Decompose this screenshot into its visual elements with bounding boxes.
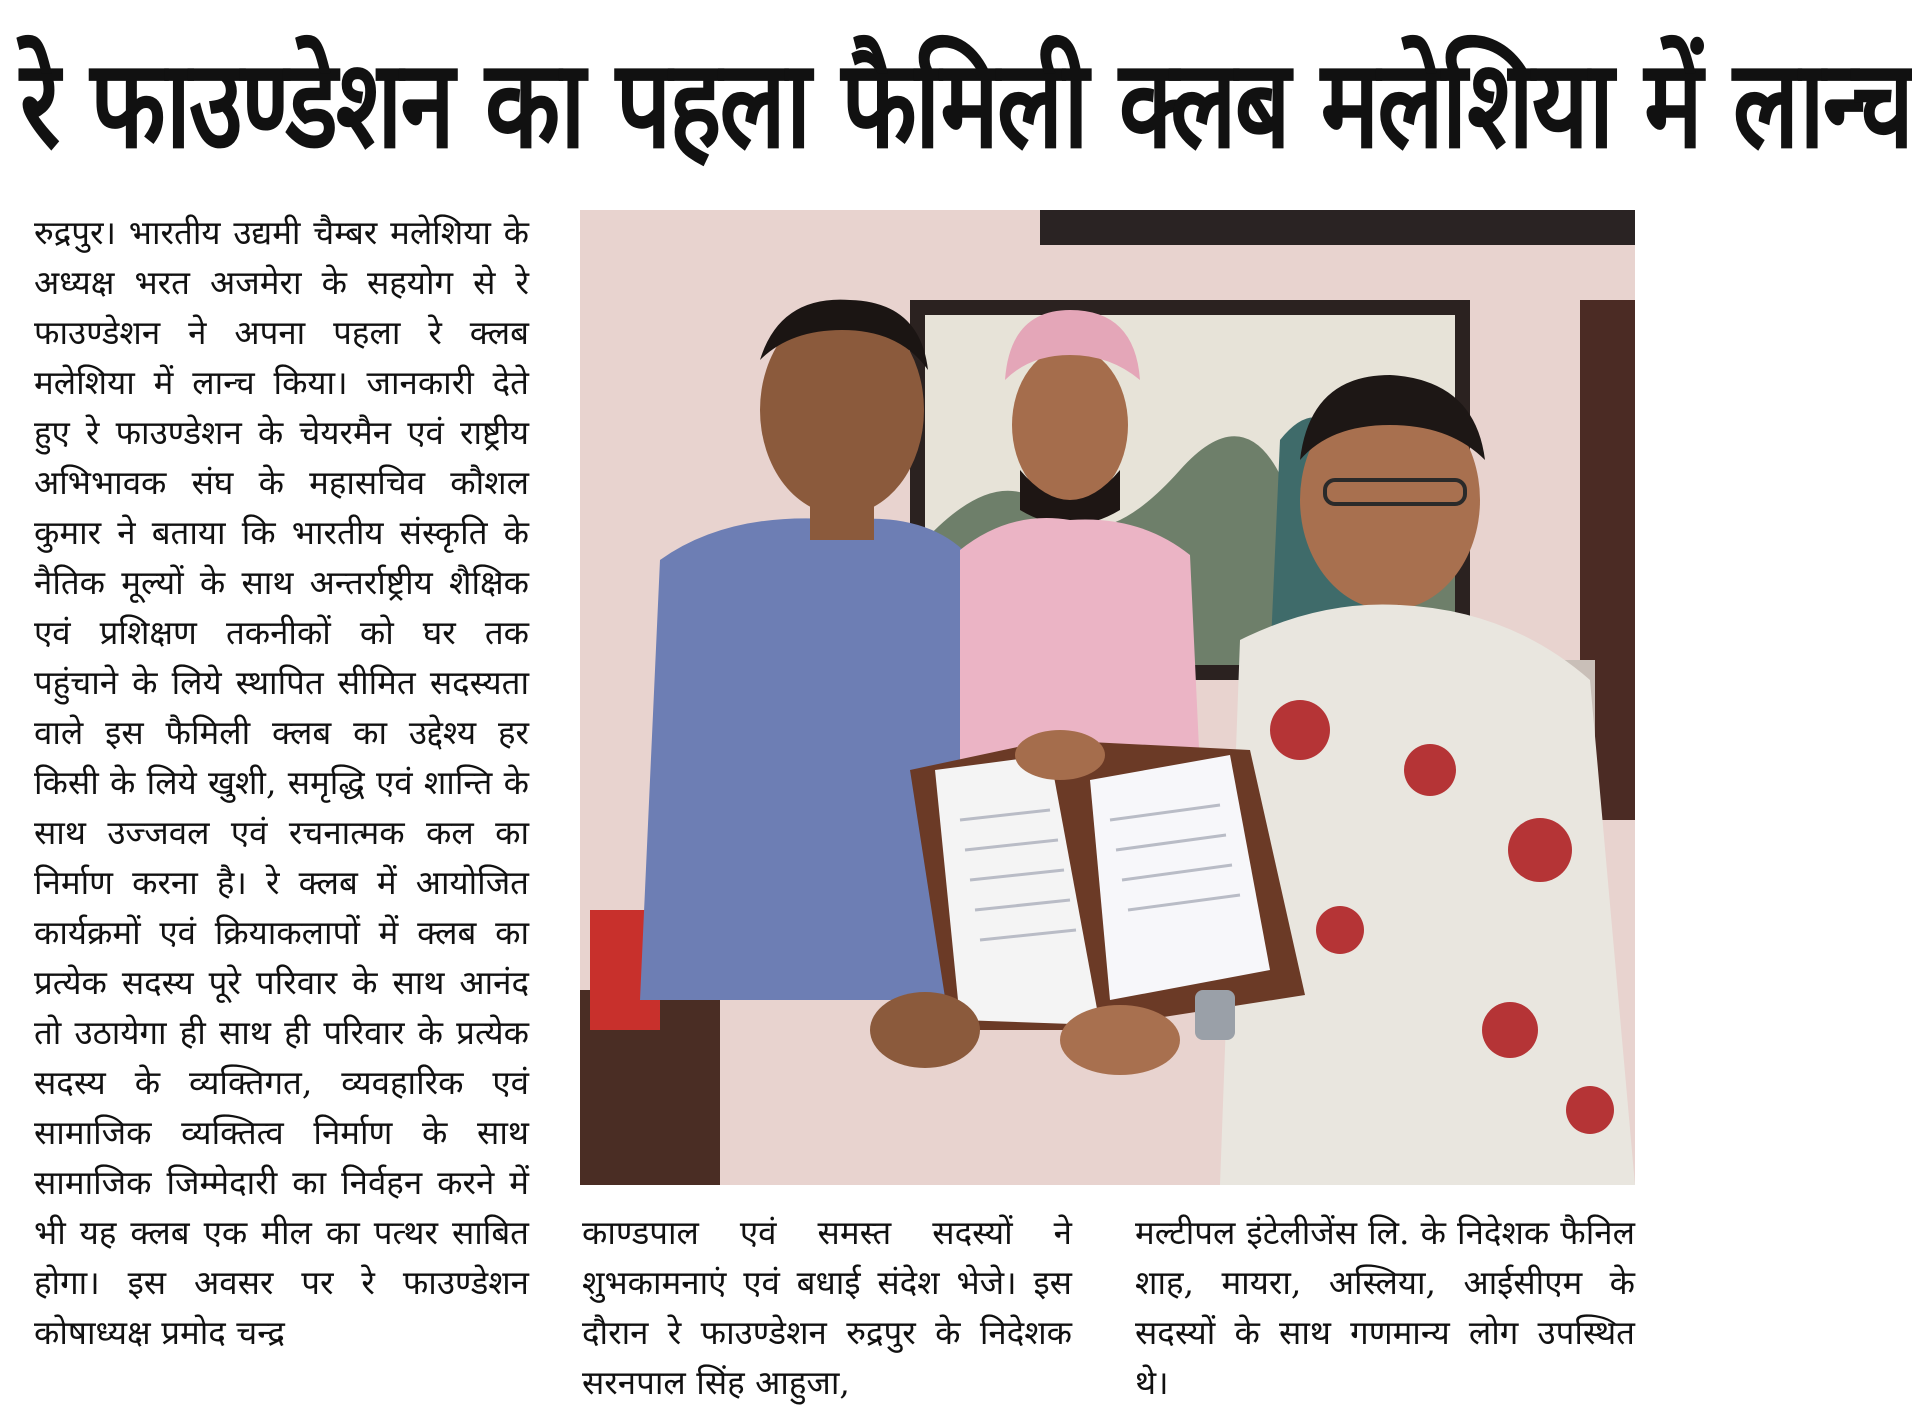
- article-text-column-1: रुद्रपुर। भारतीय उद्यमी चैम्बर मलेशिया के अध्यक्ष भरत अजमेरा के सहयोग से रे फाउण्डेशन ने अपना पहला रे क्लब मलेशिया में लान्च किया। जानकारी देते हुए रे फाउण्डेशन के चेयरमैन एवं राष्ट्रीय अभिभावक संघ के महासचिव कौशल कुमार ने बताया कि भारतीय संस्कृति के नैतिक मूल्यों के साथ अन्तर्राष्ट्रीय शैक्षिक एवं प्रशिक्षण तकनीकों को घर तक पहुंचाने के लिये स्थापित सीमित सदस्यता वाले इस फैमिली क्लब का उद्देश्य हर किसी के लिये खुशी, समृद्धि एवं शान्ति के साथ उज्जवल एवं रचनात्मक कल का निर्माण करना है। रे क्लब में आयोजित कार्यक्रमों एवं क्रियाकलापों में क्लब का प्रत्येक सदस्य पूरे परिवार के साथ आनंद तो उठायेगा ही साथ ही परिवार के प्रत्येक सदस्य के व्यक्तिगत, व्यवहारिक एवं सामाजिक व्यक्तित्व निर्माण के साथ सामाजिक जिम्मेदारी का निर्वहन करने में भी यह क्लब एक मील का पत्थर साबित होगा। इस अवसर पर रे फाउण्डेशन कोषाध्यक्ष प्रमोद चन्द्र: [34, 213, 529, 1352]
- article-column-3: [1135, 1208, 1635, 1408]
- article-text-column-3: मल्टीपल इंटेलीजेंस लि. के निदेशक फैनिल शाह, मायरा, अस्लिया, आईसीएम के सदस्यों के साथ गणमान्य लोग उपस्थित थे।: [1135, 1213, 1635, 1402]
- news-photo: [580, 210, 1635, 1185]
- headline: रे फाउण्डेशन का पहला फैमिली क्लब मलेशिया में लान्च: [20, 33, 1912, 177]
- article-column-2: [582, 1208, 1072, 1408]
- article-column-1: [34, 208, 529, 1408]
- photo-illustration: [580, 210, 1635, 1185]
- article-text-column-2: काण्डपाल एवं समस्त सदस्यों ने शुभकामनाएं एवं बधाई संदेश भेजे। इस दौरान रे फाउण्डेशन रुद्रपुर के निदेशक सरनपाल सिंह आहुजा,: [582, 1213, 1072, 1402]
